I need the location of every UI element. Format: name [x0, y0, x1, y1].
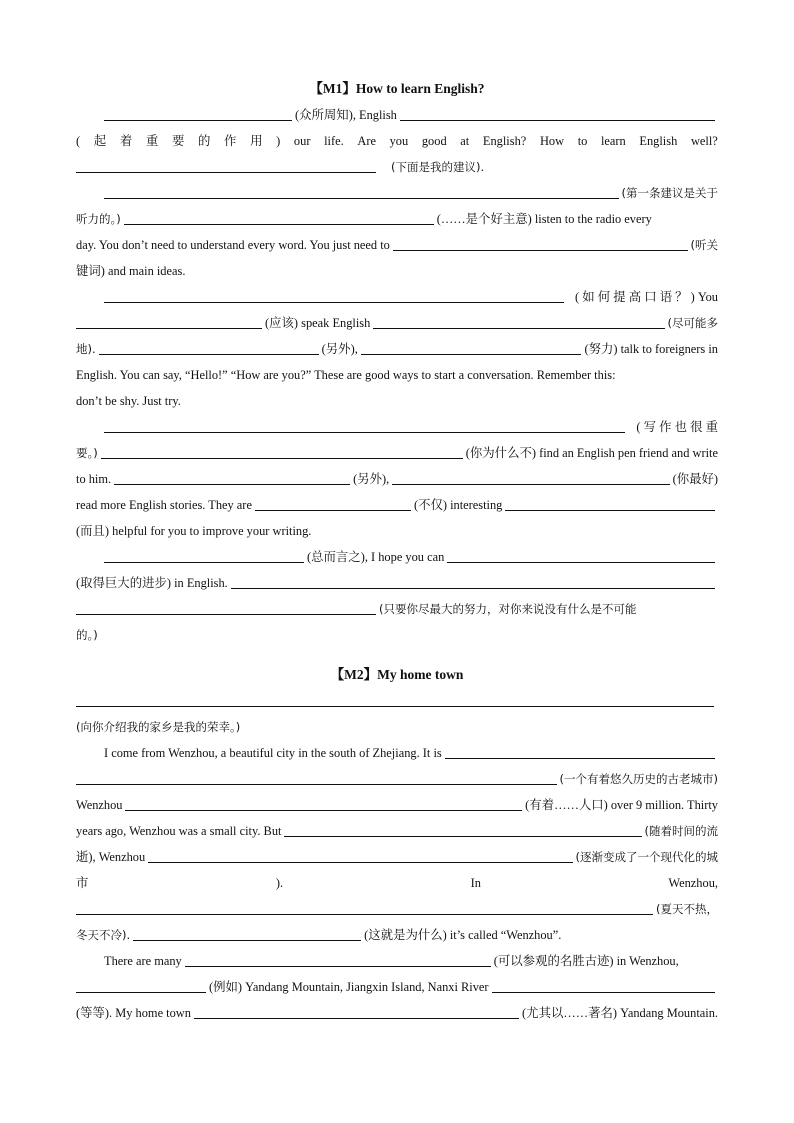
answer-blank[interactable]	[76, 321, 262, 329]
m2-line-7: 逝), Wenzhou (逐渐变成了一个现代化的城	[76, 850, 718, 864]
word: 市	[76, 876, 89, 890]
word: )	[276, 134, 281, 148]
m1-line-7: 键词) and main ideas.	[76, 264, 186, 278]
m1-line-14: 要。) (你为什么不) find an English pen friend and write	[76, 446, 718, 460]
answer-blank[interactable]	[373, 321, 664, 329]
answer-blank[interactable]	[505, 503, 715, 511]
worksheet-page	[76, 74, 718, 1026]
m2-line-6: years ago, Wenzhou was a small city. But (随着时间的流	[76, 824, 718, 838]
m1-line-12: don’t be shy. Just try.	[76, 394, 181, 408]
m1-line-1: (众所周知), English	[76, 102, 718, 128]
word: 起	[93, 134, 107, 148]
answer-blank[interactable]	[194, 1011, 519, 1019]
answer-blank[interactable]	[400, 113, 715, 121]
m1-line-21: 的。)	[76, 628, 98, 642]
answer-blank[interactable]	[99, 347, 319, 355]
answer-blank[interactable]	[76, 985, 206, 993]
answer-blank[interactable]	[393, 243, 688, 251]
m1-line-8: ( 如 何 提 高 口 语 ？ ) You	[76, 284, 718, 310]
m1-line-16: read more English stories. They are (不仅) interesting	[76, 492, 718, 518]
answer-blank[interactable]	[148, 855, 572, 863]
m1-line-19: (取得巨大的进步) in English.	[76, 570, 718, 596]
m2-line-12: (例如) Yandang Mountain, Jiangxin Island, Nanxi River	[76, 974, 718, 1000]
word: at	[460, 134, 470, 148]
word: our	[293, 134, 311, 148]
section-title-m2: 【M2】My home town	[330, 667, 464, 682]
word: How	[539, 134, 565, 148]
m1-line-17: (而且) helpful for you to improve your writing.	[76, 524, 312, 538]
section-title-m1: 【M1】How to learn English?	[309, 81, 485, 96]
word: well?	[690, 134, 718, 148]
answer-blank[interactable]	[76, 607, 376, 615]
m2-line-9: (夏天不热，	[76, 896, 718, 922]
m1-line-10: 地). (另外), (努力) talk to foreigners in	[76, 342, 718, 356]
m1-line-18: (总而言之), I hope you can	[76, 544, 718, 570]
answer-blank[interactable]	[114, 477, 350, 485]
word: good	[421, 134, 447, 148]
word: 要	[171, 134, 185, 148]
m2-line-1	[76, 688, 718, 714]
m1-line-3: (下面是我的建议).	[76, 154, 718, 180]
answer-blank[interactable]	[125, 803, 522, 811]
answer-blank[interactable]	[104, 425, 625, 433]
word: In	[470, 876, 481, 890]
answer-blank[interactable]	[255, 503, 411, 511]
m2-line-5: Wenzhou (有着……人口) over 9 million. Thirty	[76, 798, 718, 812]
answer-blank[interactable]	[447, 555, 715, 563]
answer-blank[interactable]	[76, 777, 557, 785]
m1-line-20: (只要你尽最大的努力，对你来说没有什么是不可能	[76, 596, 718, 622]
word: English	[639, 134, 678, 148]
word: 着	[119, 134, 133, 148]
word: (	[76, 134, 81, 148]
m1-line-11: English. You can say, “Hello!” “How are you?” These are good ways to start a conversation. Remember this:	[76, 368, 616, 382]
m2-line-8	[76, 870, 718, 896]
answer-blank[interactable]	[76, 907, 653, 915]
word: ).	[275, 876, 284, 890]
m1-line-6: day. You don’t need to understand every word. You just need to (听关	[76, 238, 718, 252]
answer-blank[interactable]	[76, 165, 376, 173]
answer-blank[interactable]	[124, 217, 434, 225]
word: you	[389, 134, 409, 148]
m1-line-4: (第一条建议是关于	[76, 180, 718, 206]
answer-blank[interactable]	[231, 581, 715, 589]
answer-blank[interactable]	[101, 451, 463, 459]
answer-blank[interactable]	[104, 191, 619, 199]
word: 作	[224, 134, 237, 148]
m2-line-2: (向你介绍我的家乡是我的荣幸。)	[76, 720, 241, 734]
word: learn	[600, 134, 626, 148]
m1-line-15: to him. (另外), (你最好)	[76, 472, 718, 486]
answer-blank[interactable]	[76, 699, 714, 707]
answer-blank[interactable]	[492, 985, 715, 993]
m2-line-4: (一个有着悠久历史的古老城市)	[76, 766, 718, 792]
word: English?	[482, 134, 527, 148]
word: life.	[324, 134, 344, 148]
m1-line-2	[76, 128, 718, 154]
word: Are	[357, 134, 376, 148]
m1-line-5: 听力的。) (……是个好主意) listen to the radio every	[76, 212, 652, 226]
m2-line-10: 冬天不冷). (这就是为什么) it’s called “Wenzhou”.	[76, 928, 562, 942]
answer-blank[interactable]	[104, 113, 292, 121]
m1-line-13: ( 写 作 也 很 重	[76, 414, 718, 440]
word: 的	[197, 134, 211, 148]
word: Wenzhou,	[668, 876, 718, 890]
answer-blank[interactable]	[104, 295, 564, 303]
answer-blank[interactable]	[284, 829, 641, 837]
answer-blank[interactable]	[445, 751, 715, 759]
answer-blank[interactable]	[392, 477, 669, 485]
answer-blank[interactable]	[133, 933, 361, 941]
answer-blank[interactable]	[361, 347, 582, 355]
m2-line-11: There are many (可以参观的名胜古迹) in Wenzhou,	[104, 954, 679, 968]
m2-line-3: I come from Wenzhou, a beautiful city in the south of Zhejiang. It is	[76, 740, 718, 766]
word: to	[577, 134, 588, 148]
word: 用	[250, 134, 263, 148]
m2-line-13: (等等). My home town (尤其以……著名) Yandang Mountain.	[76, 1006, 718, 1020]
word: 重	[145, 134, 159, 148]
answer-blank[interactable]	[185, 959, 491, 967]
m1-line-9: (应该) speak English (尽可能多	[76, 310, 718, 336]
answer-blank[interactable]	[104, 555, 304, 563]
